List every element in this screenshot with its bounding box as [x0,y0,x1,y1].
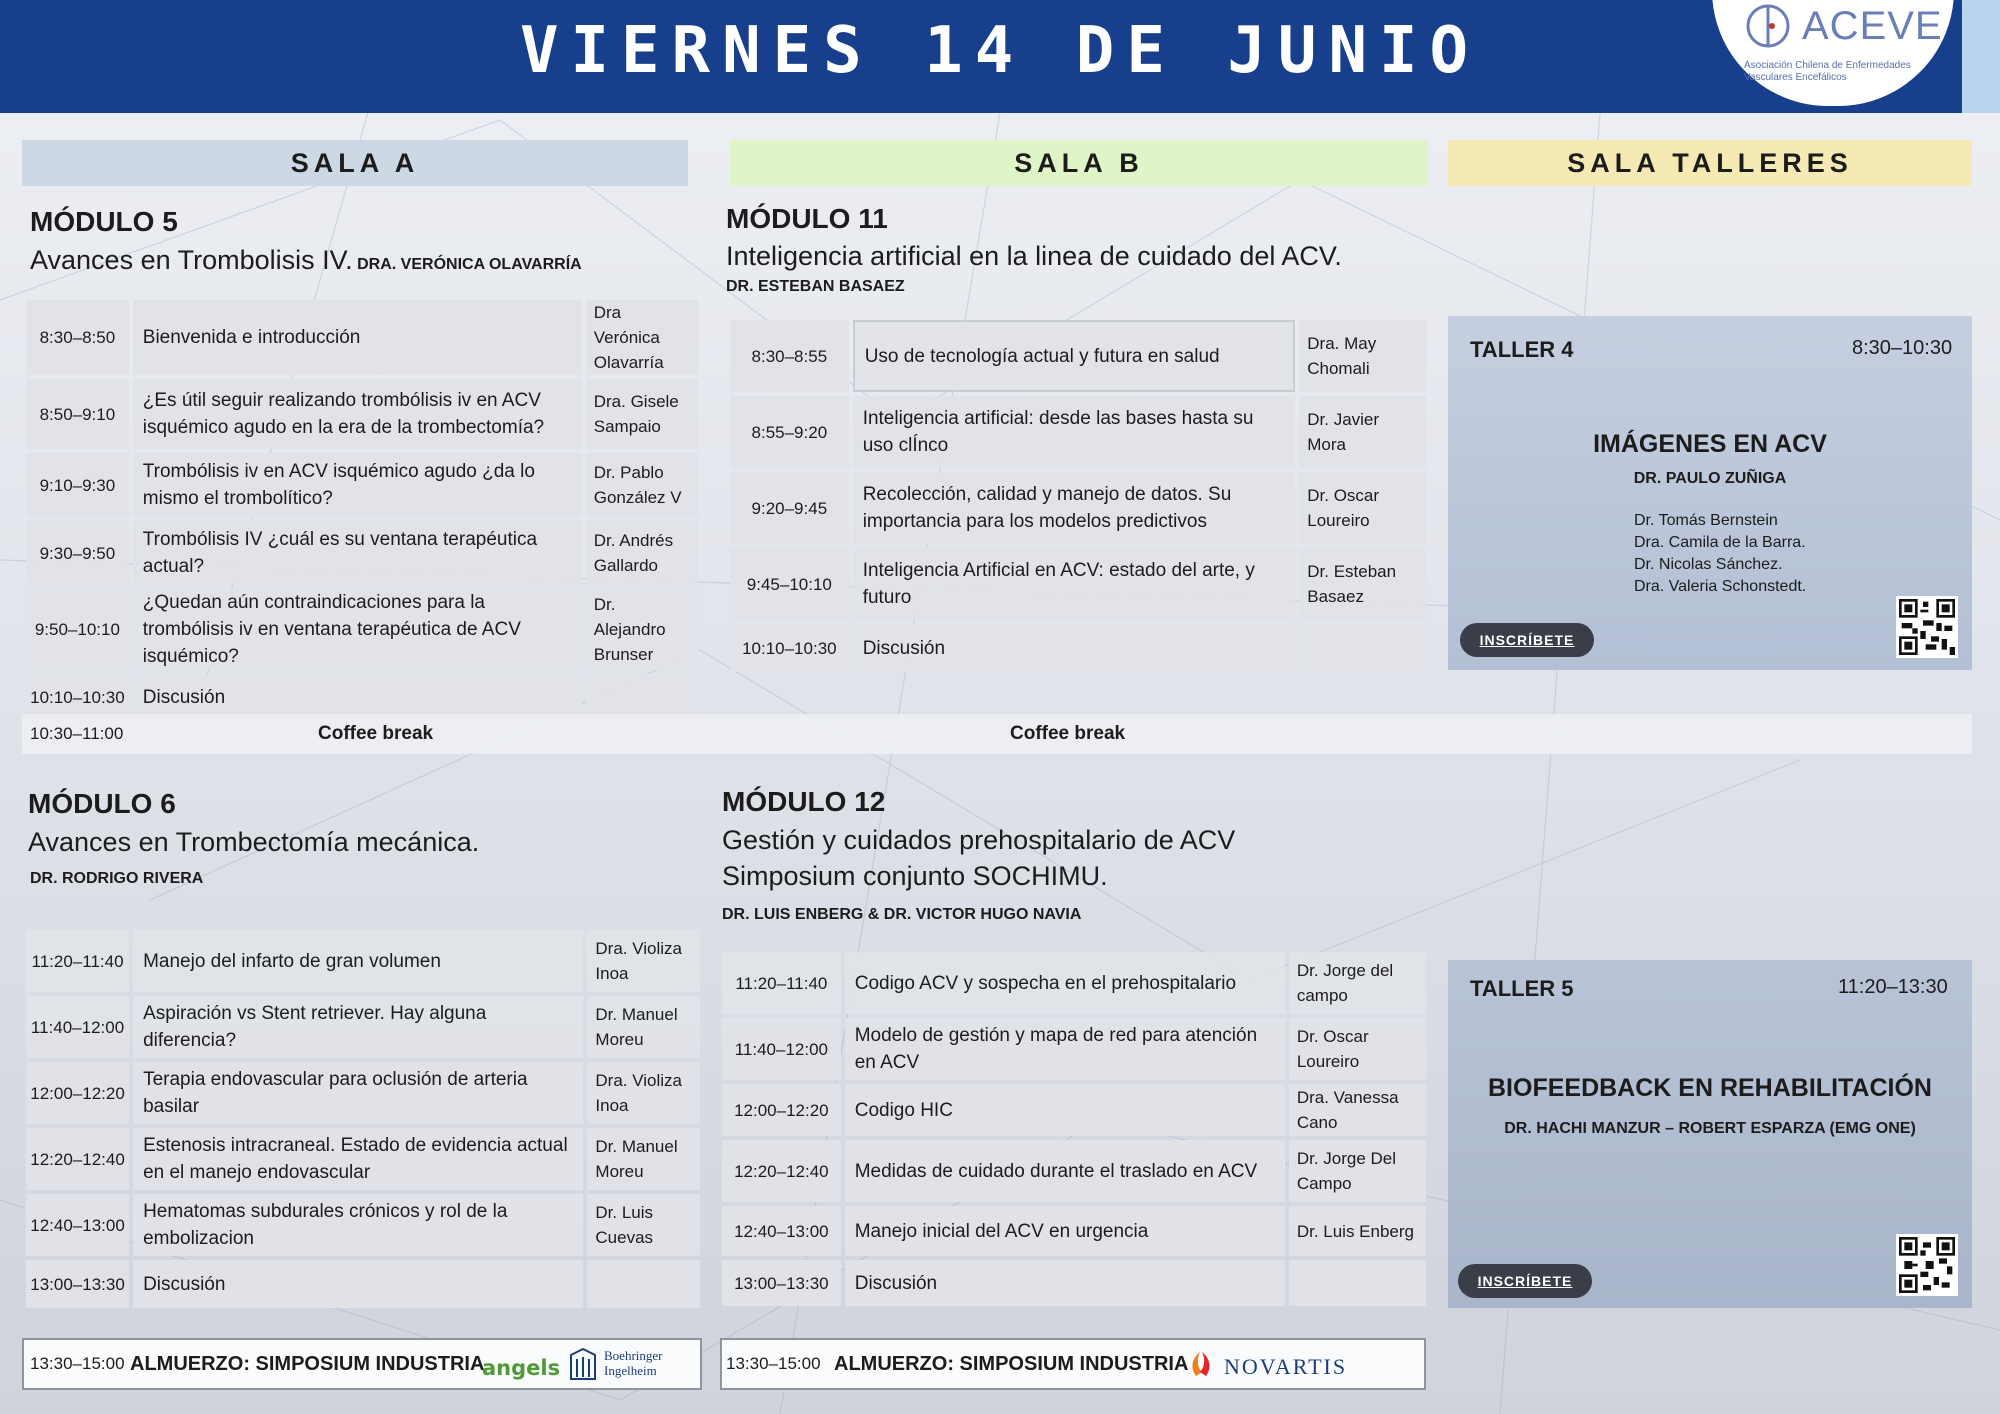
speaker-cell: Dr. Manuel Moreu [587,996,700,1058]
topic-cell: Hematomas subdurales crónicos y rol de la embolizacion [133,1194,583,1256]
taller-4-title: IMÁGENES EN ACV [1593,430,1827,458]
speaker-cell [587,1260,700,1308]
table-row [722,1018,1426,1080]
module-12-subtitle-2: Simposium conjunto SOCHIMU. [722,861,1108,891]
taller-5-title: BIOFEEDBACK EN REHABILITACIÓN [1488,1074,1932,1102]
logo-subtitle: Asociación Chilena de Enfermedades Vasculares Encefálicos [1744,60,1911,83]
module-5-table [22,296,702,724]
topic-cell: Codigo ACV y sospecha en el prehospitalario [845,952,1285,1014]
table-row [26,1260,700,1308]
lunch-b-time: 13:30–15:00 [726,1354,821,1373]
topic-cell: ¿Es útil seguir realizando trombólisis iv en ACV isquémico agudo en la era de la trombectomía? [133,379,582,449]
coffee-break-time: 10:30–11:00 [30,724,124,743]
table-row [26,1128,700,1190]
table-row [26,1062,700,1124]
module-11-subtitle: Inteligencia artificial en la linea de cuidado del ACV. [726,241,1342,271]
module-6-title: MÓDULO 6 [28,788,176,819]
speaker-cell [1299,624,1426,672]
time-cell: 13:00–13:30 [722,1260,841,1306]
lunch-a-time: 13:30–15:00 [30,1354,125,1373]
topic-cell: Inteligencia Artificial en ACV: estado del arte, y futuro [853,548,1296,620]
time-cell: 12:00–12:20 [26,1062,129,1124]
time-cell: 12:20–12:40 [26,1128,129,1190]
topic-cell: Discusión [133,674,582,720]
time-cell: 12:20–12:40 [722,1140,841,1202]
time-cell: 8:55–9:20 [730,396,849,468]
module-12-table [718,948,1430,1310]
qr-code-icon[interactable] [1896,596,1958,658]
time-cell: 13:00–13:30 [26,1260,129,1308]
boehringer-line-1: Boehringer [604,1348,663,1363]
table-row [26,930,700,992]
topic-cell: Discusión [133,1260,583,1308]
time-cell: 11:40–12:00 [722,1018,841,1080]
speaker-cell: Dr. Oscar Loureiro [1289,1018,1426,1080]
time-cell: 12:40–13:00 [722,1206,841,1256]
topic-cell: Manejo del infarto de gran volumen [133,930,583,992]
speaker-cell: Dr. Jorge Del Campo [1289,1140,1426,1202]
table-row [26,1194,700,1256]
speaker-cell: Dr. Javier Mora [1299,396,1426,468]
topic-cell: Medidas de cuidado durante el traslado en ACV [845,1140,1285,1202]
aceve-logo-icon [1744,2,1792,50]
time-cell: 9:10–9:30 [26,453,129,517]
taller-4-speakers [1634,510,1806,598]
time-cell: 12:00–12:20 [722,1084,841,1136]
table-row [730,472,1426,544]
time-cell: 12:40–13:00 [26,1194,129,1256]
table-row [730,624,1426,672]
taller-4-card [1448,316,1972,670]
time-cell: 10:10–10:30 [26,674,129,720]
speaker-cell: Dr. Andrés Gallardo [586,521,698,585]
topic-cell: Discusión [845,1260,1285,1306]
speaker-cell: Dr. Luis Enberg [1289,1206,1426,1256]
time-cell: 9:30–9:50 [26,521,129,585]
table-row [26,996,700,1058]
list-item: Dr. Nicolas Sánchez. [1634,556,1783,573]
table-row [26,300,698,375]
topic-cell: Inteligencia artificial: desde las bases hasta su uso clÍnco [853,396,1296,468]
lunch-a-label: ALMUERZO: SIMPOSIUM INDUSTRIA [130,1353,485,1375]
taller-5-chair: DR. HACHI MANZUR – ROBERT ESPARZA (EMG ONE) [1504,1120,1916,1137]
page-title: VIERNES 14 DE JUNIO [519,14,1481,88]
boehringer-line-2: Ingelheim [604,1363,657,1378]
list-item: Dr. Tomás Bernstein [1634,512,1778,529]
speaker-cell: Dr. Luis Cuevas [587,1194,700,1256]
table-row [722,1140,1426,1202]
table-row [722,952,1426,1014]
logo-name: ACEVE [1802,4,1943,48]
taller-5-register-button[interactable]: INSCRÍBETE [1458,1264,1592,1298]
time-cell: 10:10–10:30 [730,624,849,672]
module-6-table [22,926,704,1312]
taller-5-time: 11:20–13:30 [1838,976,1948,998]
sala-talleres-header: SALA TALLERES [1448,140,1972,186]
time-cell: 11:20–11:40 [722,952,841,1014]
speaker-cell: Dr. Manuel Moreu [587,1128,700,1190]
module-5-subtitle: Avances en Trombolisis IV. [30,245,353,275]
topic-cell: Estenosis intracraneal. Estado de evidencia actual en el manejo endovascular [133,1128,583,1190]
list-item: Dra. Valeria Schonstedt. [1634,578,1807,595]
sala-b-header: SALA B [730,140,1428,186]
module-12-subtitle-1: Gestión y cuidados prehospitalario de ACV [722,825,1236,855]
speaker-cell: Dr. Pablo González V [586,453,698,517]
table-row [730,548,1426,620]
taller-4-label: TALLER 4 [1470,337,1574,362]
speaker-cell: Dra Verónica Olavarría [586,300,698,375]
module-11-chair: DR. ESTEBAN BASAEZ [726,278,905,295]
module-11-title: MÓDULO 11 [726,203,888,234]
time-cell: 9:50–10:10 [26,589,129,670]
coffee-break-label-a: Coffee break [318,723,434,744]
taller-4-time: 8:30–10:30 [1852,337,1953,359]
module-6-chair: DR. RODRIGO RIVERA [30,870,204,887]
boehringer-logo-text [604,1348,662,1378]
taller-4-chair: DR. PAULO ZUÑIGA [1633,470,1787,487]
topic-cell: Bienvenida e introducción [133,300,582,375]
module-11-table [726,316,1430,676]
sala-a-header: SALA A [22,140,688,186]
time-cell: 8:30–8:50 [26,300,129,375]
speaker-cell: Dr. Esteban Basaez [1299,548,1426,620]
boehringer-logo-icon [568,1347,598,1381]
table-row [722,1206,1426,1256]
module-6-subtitle: Avances en Trombectomía mecánica. [28,827,480,857]
topic-cell: Discusión [853,624,1296,672]
time-cell: 8:50–9:10 [26,379,129,449]
topic-cell: Manejo inicial del ACV en urgencia [845,1206,1285,1256]
coffee-break-bar [22,714,1972,754]
module-5-chair: DRA. VERÓNICA OLAVARRÍA [357,256,582,273]
topic-cell: Recolección, calidad y manejo de datos. Su importancia para los modelos predictivos [853,472,1296,544]
topic-cell: Aspiración vs Stent retriever. Hay alguna diferencia? [133,996,583,1058]
speaker-cell: Dra. Violiza Inoa [587,930,700,992]
time-cell: 9:45–10:10 [730,548,849,620]
table-row [26,589,698,670]
topic-cell: Trombólisis iv en ACV isquémico agudo ¿da lo mismo el trombolítico? [133,453,582,517]
speaker-cell: Dr. Oscar Loureiro [1299,472,1426,544]
time-cell: 11:20–11:40 [26,930,129,992]
speaker-cell: Dr. Jorge del campo [1289,952,1426,1014]
table-row [26,521,698,585]
module-5-title: MÓDULO 5 [30,206,178,237]
module-5-heading [30,242,582,278]
topic-cell: ¿Quedan aún contraindicaciones para la trombólisis iv en ventana terapéutica de ACV isquémico? [133,589,582,670]
topic-cell: Uso de tecnología actual y futura en salud [853,320,1296,392]
list-item: Dra. Camila de la Barra. [1634,534,1806,551]
speaker-cell: Dra. Vanessa Cano [1289,1084,1426,1136]
table-row [722,1260,1426,1306]
lunch-b-label: ALMUERZO: SIMPOSIUM INDUSTRIA [834,1353,1189,1375]
module-12-title: MÓDULO 12 [722,786,886,817]
table-row [26,453,698,517]
topic-cell: Terapia endovascular para oclusión de arteria basilar [133,1062,583,1124]
logo-accent-stripe [1962,0,2000,113]
topic-cell: Modelo de gestión y mapa de red para atención en ACV [845,1018,1285,1080]
taller-4-register-button[interactable]: INSCRÍBETE [1460,623,1594,657]
table-row [730,396,1426,468]
table-row [722,1084,1426,1136]
time-cell: 9:20–9:45 [730,472,849,544]
speaker-cell [1289,1260,1426,1306]
time-cell: 11:40–12:00 [26,996,129,1058]
topic-cell: Trombólisis IV ¿cuál es su ventana terapéutica actual? [133,521,582,585]
speaker-cell: Dra. Gisele Sampaio [586,379,698,449]
table-row [730,320,1426,392]
speaker-cell: Dra. May Chomali [1299,320,1426,392]
taller-5-label: TALLER 5 [1470,976,1574,1001]
time-cell: 8:30–8:55 [730,320,849,392]
table-row [26,379,698,449]
coffee-break-label-b: Coffee break [1010,723,1126,744]
novartis-logo-icon [1188,1350,1214,1378]
angels-logo: angels [482,1356,561,1380]
module-12-chair: DR. LUIS ENBERG & DR. VICTOR HUGO NAVIA [722,906,1082,923]
topic-cell: Codigo HIC [845,1084,1285,1136]
speaker-cell: Dr. Alejandro Brunser [586,589,698,670]
qr-code-icon[interactable] [1896,1234,1958,1296]
novartis-logo-text: NOVARTIS [1224,1354,1348,1379]
speaker-cell: Dra. Violiza Inoa [587,1062,700,1124]
